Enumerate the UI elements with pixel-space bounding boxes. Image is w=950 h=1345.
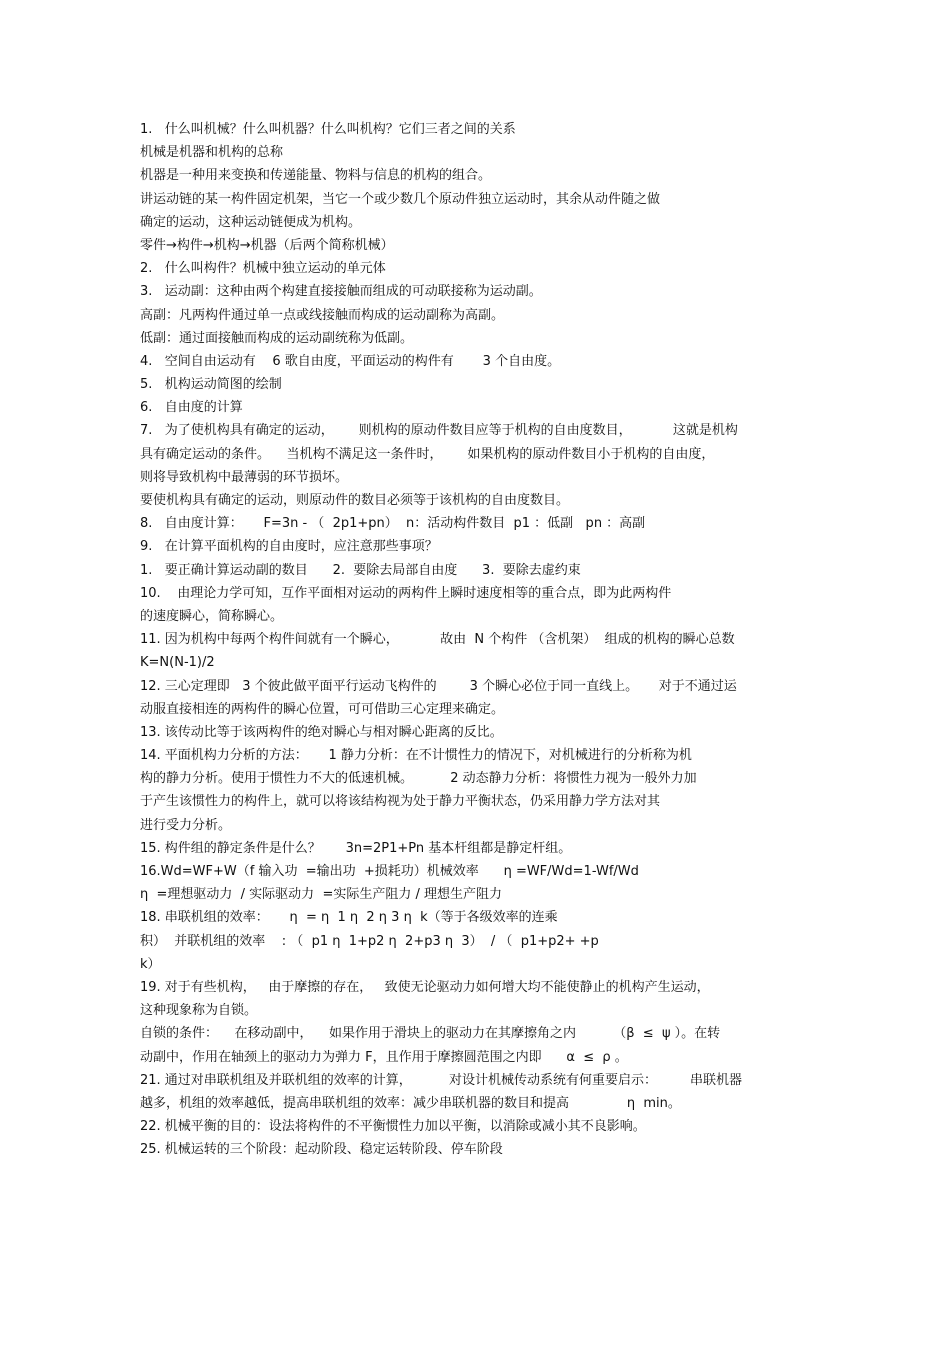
text-line: 12. 三心定理即 3 个彼此做平面平行运动飞构件的 3 个瞬心必位于同一直线上。 对于不通过运 bbox=[140, 678, 737, 694]
text-line: 动服直接相连的两构件的瞬心位置，可可借助三心定理来确定。 bbox=[140, 701, 505, 717]
text-line: 7. 为了使机构具有确定的运动， 则机构的原动件数目应等于机构的自由度数目， 这就是机构 bbox=[140, 423, 738, 439]
text-line: 13. 该传动比等于该两构件的绝对瞬心与相对瞬心距离的反比。 bbox=[140, 724, 503, 740]
text-line: 越多，机组的效率越低，提高串联机组的效率：减少串联机器的数目和提高 η min。 bbox=[140, 1095, 681, 1111]
text-line: 10. 由理论力学可知，互作平面相对运动的两构件上瞬时速度相等的重合点，即为此两构件 bbox=[140, 585, 672, 601]
text-line: 确定的运动，这种运动链便成为机构。 bbox=[140, 214, 362, 230]
text-line: 低副：通过面接触而构成的运动副统称为低副。 bbox=[140, 330, 414, 346]
text-line: 11. 因为机构中每两个构件间就有一个瞬心， 故由 N 个构件 （含机架） 组成的机构的瞬心总数 bbox=[140, 632, 735, 648]
text-line: 高副：凡两构件通过单一点或线接触而构成的运动副称为高副。 bbox=[140, 307, 505, 323]
text-line: 18. 串联机组的效率： η = η 1 η 2 η 3 η k（等于各级效率的连乘 bbox=[140, 910, 558, 926]
text-line: 则将导致机构中最薄弱的环节损坏。 bbox=[140, 469, 349, 485]
text-line: 3. 运动副：这种由两个构建直接接触而组成的可动联接称为运动副。 bbox=[140, 284, 542, 300]
text-line: k） bbox=[140, 956, 161, 972]
text-line: 2. 什么叫构件？机械中独立运动的单元体 bbox=[140, 261, 386, 277]
text-line: 25. 机械运转的三个阶段：起动阶段、稳定运转阶段、停车阶段 bbox=[140, 1142, 503, 1158]
text-line: 构的静力分析。使用于惯性力不大的低速机械。 2 动态静力分析：将惯性力视为一般外力加 bbox=[140, 771, 697, 787]
text-line: 零件→构件→机构→机器（后两个简称机械） bbox=[140, 237, 394, 253]
text-line: η =理想驱动力 / 实际驱动力 =实际生产阻力 / 理想生产阻力 bbox=[140, 887, 502, 903]
text-line: 16.Wd=WF+W（f 输入功 =输出功 +损耗功）机械效率 η =WF/Wd=1-Wf/Wd bbox=[140, 864, 639, 879]
text-line: 1. 要正确计算运动副的数目 2. 要除去局部自由度 3. 要除去虚约束 bbox=[140, 562, 581, 578]
text-line: 9. 在计算平面机构的自由度时，应注意那些事项？ bbox=[140, 539, 438, 555]
text-line: 8. 自由度计算： F=3n - （ 2p1+pn） n：活动构件数目 p1 ：低副 pn ：高副 bbox=[140, 516, 646, 532]
text-line: 讲运动链的某一构件固定机架，当它一个或少数几个原动件独立运动时，其余从动件随之做 bbox=[140, 191, 661, 207]
text-line: 进行受力分析。 bbox=[140, 817, 232, 833]
text-line: 机器是一种用来变换和传递能量、物料与信息的机构的组合。 bbox=[140, 168, 492, 184]
text-line: 22. 机械平衡的目的：设法将构件的不平衡惯性力加以平衡，以消除或减小其不良影响。 bbox=[140, 1119, 646, 1135]
text-line: 14. 平面机构力分析的方法： 1 静力分析：在不计惯性力的情况下，对机械进行的分析称为机 bbox=[140, 748, 692, 764]
text-line: 自锁的条件： 在移动副中， 如果作用于滑块上的驱动力在其摩擦角之内 （β ≤ ψ ）。在转 bbox=[140, 1026, 721, 1042]
document-body bbox=[140, 118, 820, 1161]
text-line: 动副中，作用在轴颈上的驱动力为弹力 F，且作用于摩擦圆范围之内即 α ≤ ρ 。 bbox=[140, 1049, 628, 1065]
text-line: 6. 自由度的计算 bbox=[140, 400, 243, 416]
text-line: 1. 什么叫机械？什么叫机器？什么叫机构？它们三者之间的关系 bbox=[140, 122, 516, 137]
text-line: 的速度瞬心，简称瞬心。 bbox=[140, 608, 284, 624]
text-line: 15. 构件组的静定条件是什么？ 3n=2P1+Pn 基本杆组都是静定杆组。 bbox=[140, 840, 572, 856]
text-line: 5. 机构运动简图的绘制 bbox=[140, 377, 282, 393]
text-line: 具有确定运动的条件。 当机构不满足这一条件时， 如果机构的原动件数目小于机构的自由度， bbox=[140, 446, 715, 462]
text-line: 这种现象称为自锁。 bbox=[140, 1003, 258, 1019]
text-line: 4. 空间自由运动有 6 歌自由度，平面运动的构件有 3 个自由度。 bbox=[140, 353, 561, 369]
text-line: 于产生该惯性力的构件上，就可以将该结构视为处于静力平衡状态，仍采用静力学方法对其 bbox=[140, 794, 661, 810]
text-line: 积） 并联机组的效率 : （ p1 η 1+p2 η 2+p3 η 3） / （ p1+p2+ +p bbox=[140, 933, 599, 949]
text-line: 机械是机器和机构的总称 bbox=[140, 145, 284, 161]
text-line: K=N(N-1)/2 bbox=[140, 655, 215, 671]
text-line: 19. 对于有些机构， 由于摩擦的存在， 致使无论驱动力如何增大均不能使静止的机构产生运动， bbox=[140, 979, 710, 995]
text-line: 要使机构具有确定的运动，则原动件的数目必须等于该机构的自由度数目。 bbox=[140, 493, 570, 508]
text-line: 21. 通过对串联机组及并联机组的效率的计算， 对设计机械传动系统有何重要启示： 串联机器 bbox=[140, 1072, 743, 1088]
